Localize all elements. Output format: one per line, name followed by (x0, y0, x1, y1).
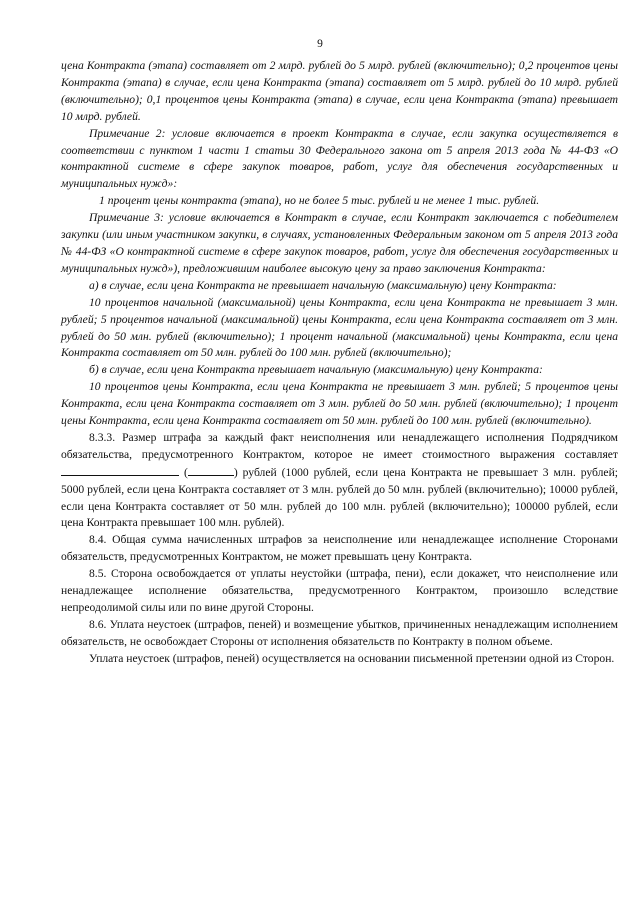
paragraph-note-2-rate: 1 процент цены контракта (этапа), но не более 5 тыс. рублей и не менее 1 тыс. рублей. (99, 194, 540, 208)
amount-words-blank-field (188, 464, 234, 476)
paragraph-penalty-rates-continued: цена Контракта (этапа) составляет от 2 млрд. рублей до 5 млрд. рублей (включительно); 0,2 процентов цены Контракта (этапа) в случае, если цена Контракта (этапа) составляет от 5 млрд. рублей до 10 млрд. рублей (включительно); 0,1 процентов цены Контракта (этапа) в случае, если цена Контракта (этапа) превышает 10 млрд. рублей. (61, 59, 618, 123)
paragraph-penalty-payment: Уплата неустоек (штрафов, пеней) осуществляется на основании письменной претензии одной из Сторон. (89, 651, 615, 665)
paragraph-note-3: Примечание 3: условие включается в Контракт в случае, если Контракт заключается с победителем закупки (или иным участником закупки, в случаях, установленных Федеральным законом от 5 апреля 2013 года № 44-ФЗ «О контрактной системе в сфере закупок товаров, работ, услуг для обеспечения государственных и муниципальных нужд»), предложившим наиболее высокую цену за право заключения Контракта: (61, 211, 618, 275)
paragraph-case-b: б) в случае, если цена Контракта превышает начальную (максимальную) цену Контракта: (89, 363, 543, 377)
clause-8-3-3-paren: ( (183, 465, 188, 479)
page-number: 9 (317, 38, 323, 50)
document-body (61, 58, 618, 668)
amount-blank-field (61, 464, 179, 476)
paragraph-case-a-rates: 10 процентов начальной (максимальной) цены Контракта, если цена Контракта не превышает 3 млн. рублей; 5 процентов начальной (максимальной) цены Контракта, если цена Контракта составляет от 3 млн. рублей до 50 млн. рублей (включительно); 1 процент начальной (максимальной) цены Контракта, если цена Контракта составляет от 50 млн. рублей до 100 млн. рублей (включительно); (61, 295, 618, 360)
paragraph-8-6: 8.6. Уплата неустоек (штрафов, пеней) и возмещение убытков, причиненных ненадлежащим исполнением обязательств, не освобождает Стороны от исполнения обязательств по Контракту в полном объеме. (61, 617, 618, 648)
paragraph-8-4: 8.4. Общая сумма начисленных штрафов за неисполнение или ненадлежащее исполнение Сторонами обязательств, предусмотренных Контрактом, не может превышать цену Контракта. (61, 533, 618, 564)
paragraph-note-2: Примечание 2: условие включается в проект Контракта в случае, если закупка осуществляется в соответствии с пунктом 1 части 1 статьи 30 Федерального закона от 5 апреля 2013 года № 44-ФЗ «О контрактной системе в сфере закупок товаров, работ, услуг для обеспечения государственных и муниципальных нужд»: (61, 126, 618, 191)
paragraph-case-a: а) в случае, если цена Контракта не превышает начальную (максимальную) цену Контракта: (89, 278, 557, 292)
paragraph-case-b-rates: 10 процентов цены Контракта, если цена Контракта не превышает 3 млн. рублей; 5 процентов цены Контракта, если цена Контракта составляет от 3 млн. рублей до 50 млн. рублей (включительно); 1 процент цены Контракта, если цена Контракта составляет от 50 млн. рублей до 100 млн. рублей (включительно). (61, 380, 618, 428)
clause-8-3-3-end: ) рублей (1000 рублей, если цена Контракта не превышает 3 млн. рублей; 5000 рублей, если цена Контракта составляет от 3 млн. рублей до 50 млн. рублей (включительно); 10000 рублей, если цена Контракта составляет от 50 млн. рублей до 100 млн. рублей (включительно); 100000 рублей, если цена Контракта превышает 100 млн. рублей). (61, 465, 618, 530)
paragraph-8-5: 8.5. Сторона освобождается от уплаты неустойки (штрафа, пени), если докажет, что неисполнение или ненадлежащее исполнение обязательства, предусмотренного Контрактом, произошло вследствие непреодолимой силы или по вине другой Стороны. (61, 567, 618, 614)
clause-8-3-3-start: 8.3.3. Размер штрафа за каждый факт неисполнения или ненадлежащего исполнения Подрядчиком обязательства, предусмотренного Контрактом, которое не имеет стоимостного выражения составляет (61, 430, 618, 461)
paragraph-8-3-3 (61, 430, 618, 532)
